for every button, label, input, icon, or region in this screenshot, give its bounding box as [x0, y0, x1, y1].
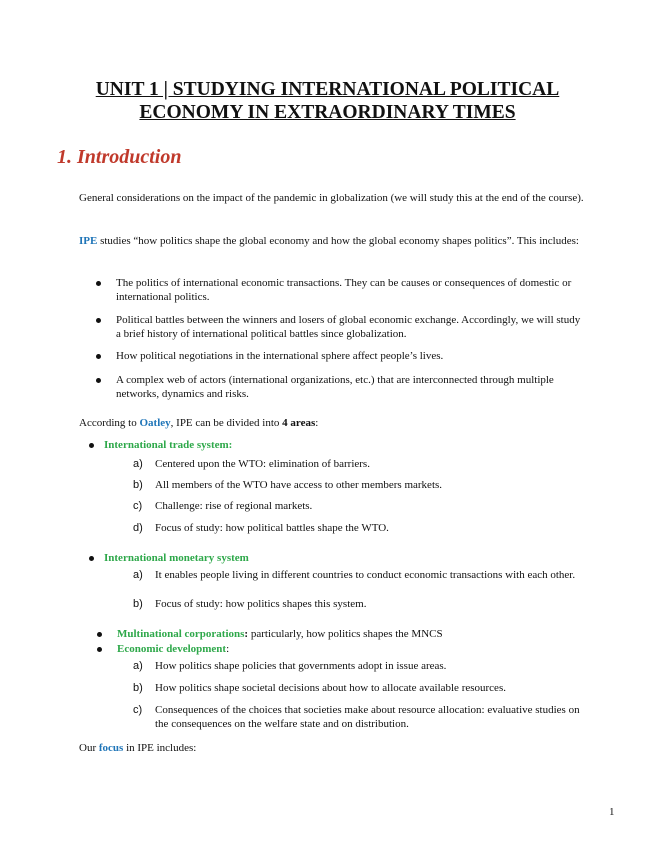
areas-text-c: :	[315, 417, 319, 429]
area-mnc-text: particularly, how politics shapes the MNCS	[248, 628, 443, 640]
page-number: 1	[609, 806, 615, 818]
list-letter: c)	[133, 500, 143, 512]
bullet-dot	[96, 281, 101, 286]
area-development	[117, 642, 229, 656]
bullet-dot	[89, 556, 94, 561]
list-letter: b)	[133, 479, 143, 491]
unit-title-line-2b: EXTRAORDINARY TIMES	[274, 102, 516, 123]
list-text: Consequences of the choices that societies make about resource allocation: evaluative studies on the consequences on the welfare state and on distribution.	[155, 704, 580, 730]
areas-text-b: , IPE can be divided into	[170, 417, 283, 429]
bullet-dot	[97, 647, 102, 652]
list-text: How politics shape policies that governments adopt in issue areas.	[155, 660, 447, 672]
intro-paragraph: General considerations on the impact of the pandemic in globalization (we will study this at the end of the course).	[79, 192, 584, 204]
area-mnc-colon: :	[244, 628, 249, 640]
list-text: All members of the WTO have access to other members markets.	[155, 479, 443, 491]
bullet-item: Political battles between the winners and losers of global economic exchange. Accordingly, we will study a brief history of international political battles since globalization.	[116, 314, 581, 340]
area-mnc	[117, 627, 443, 641]
areas-paragraph	[79, 416, 594, 430]
unit-title	[60, 78, 595, 124]
list-letter: b)	[133, 598, 143, 610]
bullet-dot	[96, 378, 101, 383]
ipe-paragraph	[79, 234, 594, 248]
author-name: Oatley	[139, 417, 171, 429]
list-text: It enables people living in different countries to conduct economic transactions with each other.	[155, 569, 576, 581]
ipe-text: studies “how politics shape the global economy and how the global economy shapes politics”. This includes:	[97, 235, 579, 247]
bullet-dot	[96, 318, 101, 323]
bullet-dot	[96, 354, 101, 359]
list-text: Focus of study: how politics shapes this system.	[155, 598, 367, 610]
list-letter: a)	[133, 569, 143, 581]
ipe-term: IPE	[79, 235, 98, 247]
list-letter: c)	[133, 704, 143, 716]
area-trade-title: International trade system:	[104, 439, 233, 451]
bullet-item: A complex web of actors (international organizations, etc.) that are interconnected through multiple networks, dynamics and risks.	[116, 374, 554, 400]
area-mnc-title: Multinational corporations	[117, 628, 245, 640]
unit-title-line-2	[60, 101, 595, 124]
area-development-colon: :	[226, 643, 230, 655]
list-text: Challenge: rise of regional markets.	[155, 500, 313, 512]
list-letter: b)	[133, 682, 143, 694]
list-text: Centered upon the WTO: elimination of barriers.	[155, 458, 370, 470]
bullet-dot	[97, 632, 102, 637]
bullet-dot	[89, 443, 94, 448]
unit-title-line-2a: ECONOMY IN	[139, 102, 270, 123]
area-development-title: Economic development	[117, 643, 227, 655]
list-text: Focus of study: how political battles shape the WTO.	[155, 522, 389, 534]
bullet-item: How political negotiations in the international sphere affect people’s lives.	[116, 350, 444, 362]
focus-text-b: in IPE includes:	[123, 742, 197, 754]
list-letter: d)	[133, 522, 143, 534]
list-text: How politics shape societal decisions about how to allocate available resources.	[155, 682, 506, 694]
list-letter: a)	[133, 660, 143, 672]
unit-title-line-1: UNIT 1 | STUDYING INTERNATIONAL POLITICAL	[95, 79, 560, 100]
list-letter: a)	[133, 458, 143, 470]
areas-count: 4 areas	[282, 417, 316, 429]
areas-text-a: According to	[79, 417, 140, 429]
section-heading: 1. Introduction	[57, 146, 182, 168]
area-monetary-title: International monetary system	[104, 552, 249, 564]
focus-paragraph	[79, 741, 594, 755]
focus-text-a: Our	[79, 742, 99, 754]
focus-term: focus	[98, 742, 124, 754]
bullet-item: The politics of international economic transactions. They can be causes or consequences of domestic or international politics.	[116, 277, 572, 303]
